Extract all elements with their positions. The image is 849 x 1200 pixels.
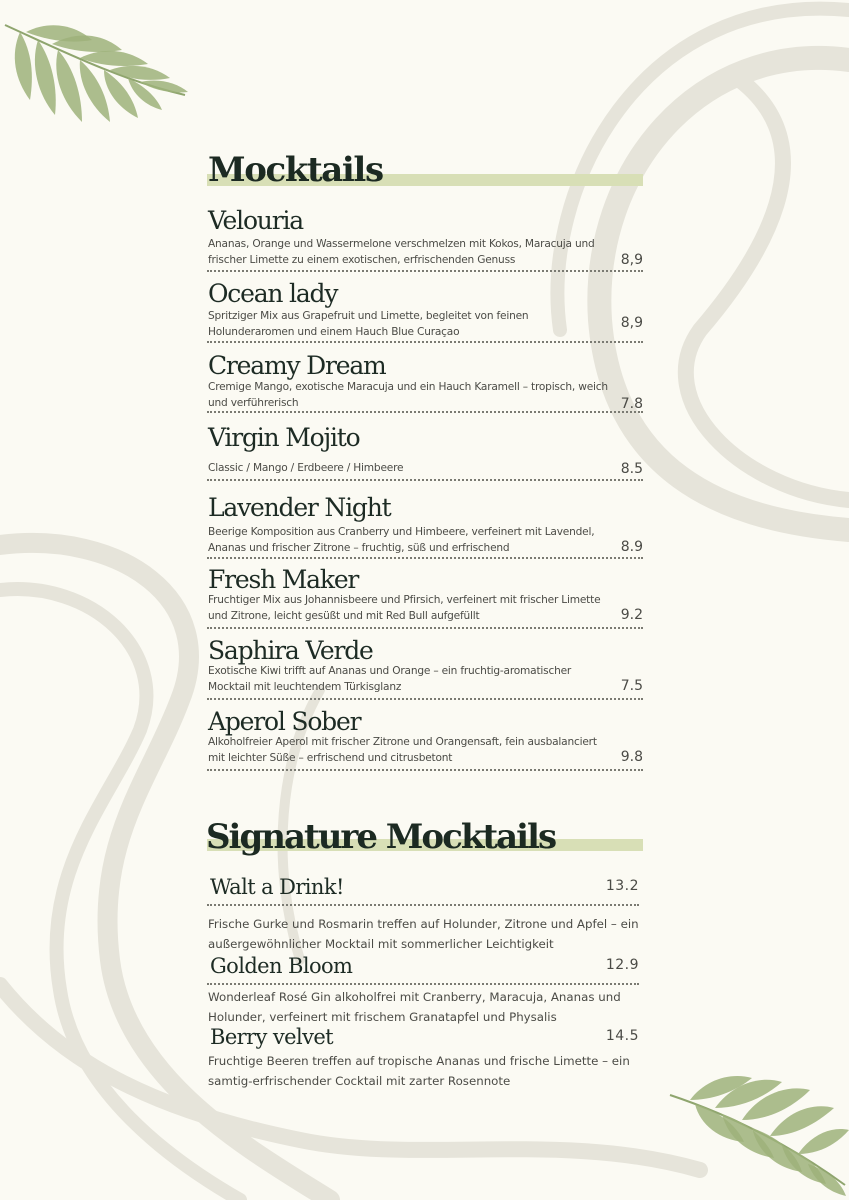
mocktails-section bbox=[207, 148, 643, 778]
menu-item bbox=[207, 565, 643, 629]
item-price: 12.9 bbox=[605, 957, 639, 973]
menu-item bbox=[207, 493, 643, 559]
item-name: Aperol Sober bbox=[208, 707, 361, 736]
item-name: Ocean lady bbox=[208, 279, 338, 308]
item-header bbox=[207, 1024, 639, 1054]
item-name: Fresh Maker bbox=[208, 565, 359, 594]
menu-item bbox=[207, 953, 639, 1029]
menu-item bbox=[207, 707, 643, 771]
item-price: 8,9 bbox=[620, 252, 643, 268]
item-description: Ananas, Orange und Wassermelone verschmelzen mit Kokos, Maracuja und frischer Limette zu einem exotischen, erfrischenden Genuss bbox=[208, 238, 595, 266]
item-price: 13.2 bbox=[605, 878, 639, 894]
item-name: Virgin Mojito bbox=[208, 423, 360, 452]
item-name: Saphira Verde bbox=[208, 636, 373, 665]
menu-item bbox=[207, 279, 643, 343]
item-description: Fruchtige Beeren treffen auf tropische Ananas und frische Limette – ein samtig-erfrischender Cocktail mit zarter Rosennote bbox=[208, 1054, 630, 1088]
item-price: 7.5 bbox=[620, 678, 643, 694]
section-header bbox=[207, 148, 643, 192]
item-name: Golden Bloom bbox=[210, 954, 353, 978]
item-description: Exotische Kiwi trifft auf Ananas und Orange – ein fruchtig-aromatischer Mocktail mit leuchtendem Türkisglanz bbox=[208, 665, 572, 693]
item-description: Beerige Komposition aus Cranberry und Himbeere, verfeinert mit Lavendel, Ananas und frischer Zitrone – fruchtig, süß und erfrischend bbox=[208, 526, 595, 554]
item-price: 7.8 bbox=[620, 396, 643, 412]
item-description: Cremige Mango, exotische Maracuja und ein Hauch Karamell – tropisch, weich und verführerisch bbox=[208, 381, 608, 409]
menu-item bbox=[207, 351, 643, 413]
item-price: 8,9 bbox=[620, 315, 643, 331]
item-description: Alkoholfreier Aperol mit frischer Zitrone und Orangensaft, fein ausbalanciert mit leichter Süße – erfrischend und citrusbetont bbox=[208, 736, 597, 764]
item-description: Classic / Mango / Erdbeere / Himbeere bbox=[208, 462, 404, 474]
menu-item bbox=[207, 1024, 639, 1100]
item-name: Berry velvet bbox=[210, 1025, 334, 1049]
item-price: 8.5 bbox=[620, 461, 643, 477]
item-name: Creamy Dream bbox=[208, 351, 386, 380]
item-description: Frische Gurke und Rosmarin treffen auf Holunder, Zitrone und Apfel – ein außergewöhnlicher Mocktail mit sommerlicher Leichtigkeit bbox=[208, 917, 639, 951]
signature-mocktails-section bbox=[207, 812, 643, 1112]
item-description: Fruchtiger Mix aus Johannisbeere und Pfirsich, verfeinert mit frischer Limette und Zitrone, leicht gesüßt und mit Red Bull aufgefüllt bbox=[208, 594, 601, 622]
item-name: Lavender Night bbox=[208, 493, 391, 522]
item-header bbox=[207, 953, 639, 985]
item-price: 14.5 bbox=[605, 1028, 639, 1044]
item-price: 9.8 bbox=[620, 749, 643, 765]
item-header bbox=[207, 874, 639, 906]
section-title: Signature Mocktails bbox=[206, 817, 556, 857]
item-name: Walt a Drink! bbox=[210, 875, 344, 899]
item-name: Velouria bbox=[208, 206, 303, 235]
menu-item bbox=[207, 874, 639, 950]
menu-item bbox=[207, 206, 643, 272]
section-header bbox=[207, 812, 643, 862]
menu-item bbox=[207, 636, 643, 700]
item-price: 9.2 bbox=[620, 607, 643, 623]
item-description: Wonderleaf Rosé Gin alkoholfrei mit Cranberry, Maracuja, Ananas und Holunder, verfeinert mit frischem Granatapfel und Physalis bbox=[208, 990, 621, 1024]
item-price: 8.9 bbox=[620, 539, 643, 555]
menu-item bbox=[207, 423, 643, 481]
section-title: Mocktails bbox=[208, 150, 383, 190]
item-description: Spritziger Mix aus Grapefruit und Limette, begleitet von feinen Holunderaromen und einem Hauch Blue Curaçao bbox=[208, 310, 529, 338]
